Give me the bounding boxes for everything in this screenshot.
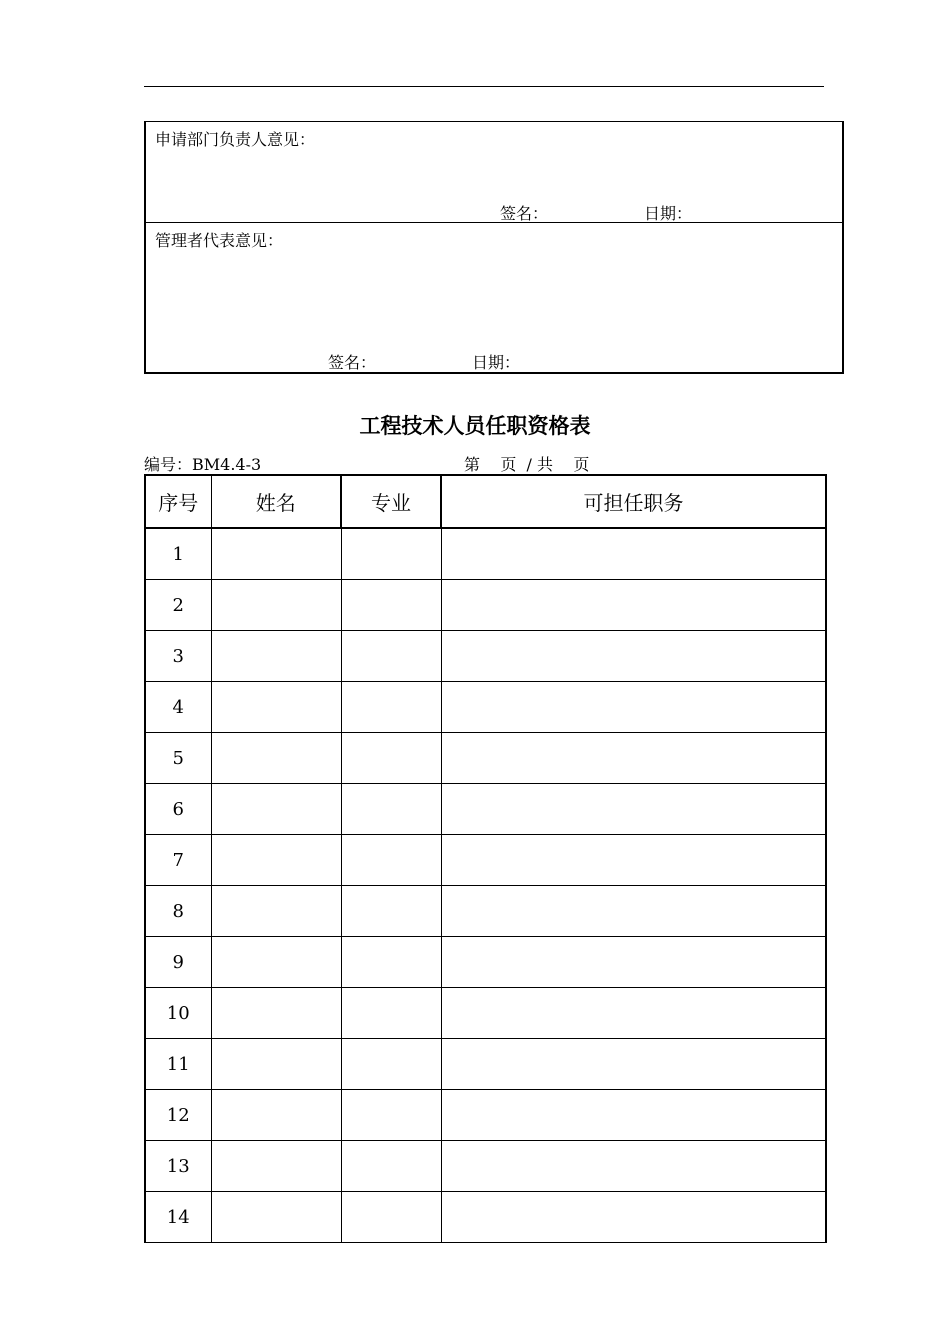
mgmt-rep-opinion-section[interactable] [146, 223, 842, 372]
row-position-cell[interactable] [441, 1090, 826, 1141]
page-info: 第 页 / 共 页 [464, 455, 590, 474]
qualification-table [144, 474, 827, 1243]
row-position-cell[interactable] [441, 1141, 826, 1192]
row-serial-no: 6 [145, 784, 211, 835]
table-row [145, 886, 826, 937]
row-name-cell[interactable] [211, 631, 341, 682]
row-name-cell[interactable] [211, 937, 341, 988]
row-serial-no: 11 [145, 1039, 211, 1090]
row-name-cell[interactable] [211, 1039, 341, 1090]
row-position-cell[interactable] [441, 580, 826, 631]
table-row [145, 631, 826, 682]
row-major-cell[interactable] [341, 835, 441, 886]
table-row [145, 580, 826, 631]
table-row [145, 1090, 826, 1141]
header-serial-no: 序号 [145, 475, 211, 528]
dept-head-date-label: 日期： [644, 204, 693, 223]
row-serial-no: 8 [145, 886, 211, 937]
header-position: 可担任职务 [441, 475, 826, 528]
row-serial-no: 14 [145, 1192, 211, 1243]
header-rule [144, 86, 824, 87]
row-serial-no: 4 [145, 682, 211, 733]
row-name-cell[interactable] [211, 682, 341, 733]
table-row [145, 835, 826, 886]
row-serial-no: 7 [145, 835, 211, 886]
table-row [145, 1192, 826, 1243]
row-major-cell[interactable] [341, 937, 441, 988]
row-name-cell[interactable] [211, 1192, 341, 1243]
row-position-cell[interactable] [441, 631, 826, 682]
row-position-cell[interactable] [441, 937, 826, 988]
row-major-cell[interactable] [341, 631, 441, 682]
row-name-cell[interactable] [211, 1141, 341, 1192]
row-major-cell[interactable] [341, 886, 441, 937]
mgmt-rep-opinion-label: 管理者代表意见： [155, 231, 284, 250]
row-position-cell[interactable] [441, 733, 826, 784]
row-major-cell[interactable] [341, 580, 441, 631]
mgmt-rep-sign-label: 签名： [328, 353, 377, 372]
row-name-cell[interactable] [211, 886, 341, 937]
dept-head-opinion-label: 申请部门负责人意见： [155, 130, 316, 149]
opinion-box [144, 121, 844, 374]
row-position-cell[interactable] [441, 886, 826, 937]
row-name-cell[interactable] [211, 1090, 341, 1141]
dept-head-opinion-section[interactable] [146, 122, 842, 223]
row-major-cell[interactable] [341, 528, 441, 580]
row-major-cell[interactable] [341, 733, 441, 784]
row-position-cell[interactable] [441, 1039, 826, 1090]
header-name: 姓名 [211, 475, 341, 528]
row-major-cell[interactable] [341, 1141, 441, 1192]
row-position-cell[interactable] [441, 784, 826, 835]
table-header-row [145, 475, 826, 528]
row-serial-no: 13 [145, 1141, 211, 1192]
mgmt-rep-date-label: 日期： [472, 353, 521, 372]
row-major-cell[interactable] [341, 988, 441, 1039]
row-name-cell[interactable] [211, 528, 341, 580]
row-position-cell[interactable] [441, 988, 826, 1039]
row-serial-no: 1 [145, 528, 211, 580]
row-serial-no: 2 [145, 580, 211, 631]
table-row [145, 1141, 826, 1192]
table-row [145, 1039, 826, 1090]
table-row [145, 682, 826, 733]
row-position-cell[interactable] [441, 528, 826, 580]
row-serial-no: 3 [145, 631, 211, 682]
row-major-cell[interactable] [341, 1039, 441, 1090]
row-name-cell[interactable] [211, 580, 341, 631]
header-major: 专业 [341, 475, 441, 528]
table-row [145, 937, 826, 988]
row-serial-no: 12 [145, 1090, 211, 1141]
table-row [145, 733, 826, 784]
row-major-cell[interactable] [341, 1090, 441, 1141]
form-title: 工程技术人员任职资格表 [359, 413, 591, 438]
form-code: 编号：BM4.4-3 [144, 455, 262, 474]
row-name-cell[interactable] [211, 835, 341, 886]
row-serial-no: 5 [145, 733, 211, 784]
row-name-cell[interactable] [211, 784, 341, 835]
row-position-cell[interactable] [441, 835, 826, 886]
row-major-cell[interactable] [341, 784, 441, 835]
table-row [145, 784, 826, 835]
row-name-cell[interactable] [211, 988, 341, 1039]
row-name-cell[interactable] [211, 733, 341, 784]
row-serial-no: 9 [145, 937, 211, 988]
dept-head-sign-label: 签名： [500, 204, 549, 223]
table-row [145, 528, 826, 580]
table-row [145, 988, 826, 1039]
row-position-cell[interactable] [441, 1192, 826, 1243]
row-position-cell[interactable] [441, 682, 826, 733]
row-major-cell[interactable] [341, 1192, 441, 1243]
row-serial-no: 10 [145, 988, 211, 1039]
row-major-cell[interactable] [341, 682, 441, 733]
